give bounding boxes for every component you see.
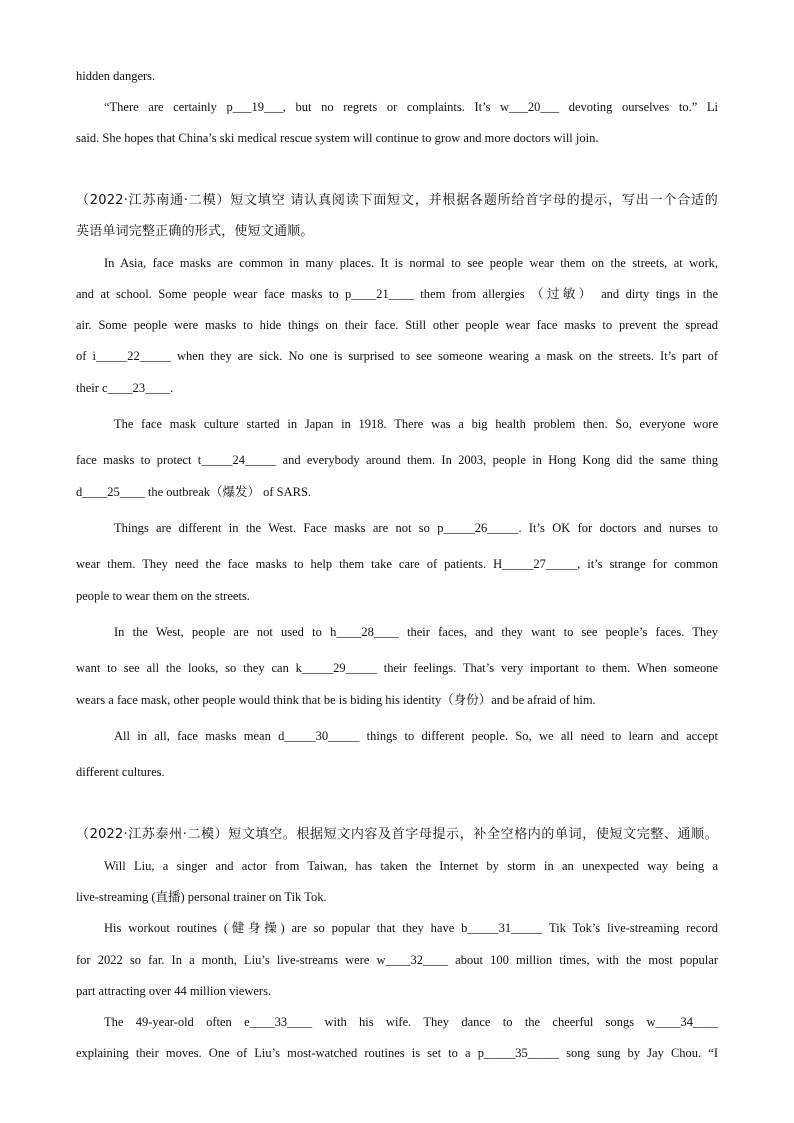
text-line: different cultures. — [76, 765, 165, 779]
text-line: said. She hopes that China’s ski medical rescue system will continue to grow and more doctors will join. — [76, 131, 599, 145]
text-line: face masks to protect t_____24_____ and everybody around them. In 2003, people in Hong Kong did the same thing — [76, 453, 718, 467]
text-line: people to wear them on the streets. — [76, 589, 250, 603]
text-line: In Asia, face masks are common in many places. It is normal to see people wear them on the streets, at work, — [104, 256, 718, 270]
text-line: Things are different in the West. Face masks are not so p_____26_____. It’s OK for doctors and nurses to — [114, 521, 718, 535]
text-line: wears a face mask, other people would think that be is biding his identity（身份）and be afraid of him. — [76, 693, 596, 707]
text-line: want to see all the looks, so they can k_____29_____ their feelings. That’s very important to them. When someone — [76, 661, 718, 675]
text-line: for 2022 so far. In a month, Liu’s live-streams were w____32____ about 100 million times, with the most popular — [76, 953, 718, 967]
section-heading: 英语单词完整正确的形式，使短文通顺。 — [76, 224, 314, 239]
text-line: wear them. They need the face masks to help them take care of patients. H_____27_____, it’s strange for common — [76, 557, 718, 571]
text-line: their c____23____. — [76, 381, 174, 395]
text-line: explaining their moves. One of Liu’s most-watched routines is set to a p_____35_____ song sung by Jay Chou. “I — [76, 1046, 718, 1060]
text-line: His workout routines (健身操) are so popular that they have b_____31_____ Tik Tok’s live-streaming record — [104, 921, 718, 935]
text-line: All in all, face masks mean d_____30_____ things to different people. So, we all need to learn and accept — [114, 729, 718, 743]
text-line: part attracting over 44 million viewers. — [76, 984, 272, 998]
text-line: Will Liu, a singer and actor from Taiwan, has taken the Internet by storm in an unexpected way being a — [104, 859, 718, 873]
text-line: hidden dangers. — [76, 69, 156, 83]
text-line: and at school. Some people wear face masks to p____21____ them from allergies （过敏） and dirty tings in the — [76, 287, 718, 301]
text-line: of i_____22_____ when they are sick. No one is surprised to see someone wearing a mask on the streets. It’s part of — [76, 349, 718, 363]
text-line: The 49-year-old often e____33____ with his wife. They dance to the cheerful songs w____34____ — [104, 1015, 718, 1029]
section-heading: （2022·江苏南通·二模）短文填空 请认真阅读下面短文，并根据各题所给首字母的提示，写出一个合适的 — [76, 193, 718, 208]
text-line: “There are certainly p___19___, but no regrets or complaints. It’s w___20___ devoting ourselves to.” Li — [104, 100, 718, 114]
text-line: d____25____ the outbreak（爆发） of SARS. — [76, 485, 312, 499]
text-line: The face mask culture started in Japan in 1918. There was a big health problem then. So, everyone wore — [114, 417, 718, 431]
text-line: live-streaming (直播) personal trainer on Tik Tok. — [76, 890, 327, 904]
section-heading: （2022·江苏泰州·二模）短文填空。根据短文内容及首字母提示，补全空格内的单词，使短文完整、通顺。 — [76, 827, 718, 842]
text-line: In the West, people are not used to h____28____ their faces, and they want to see people’s faces. They — [114, 625, 718, 639]
text-line: air. Some people were masks to hide things on their face. Still other people wear face masks to prevent the spread — [76, 318, 718, 332]
